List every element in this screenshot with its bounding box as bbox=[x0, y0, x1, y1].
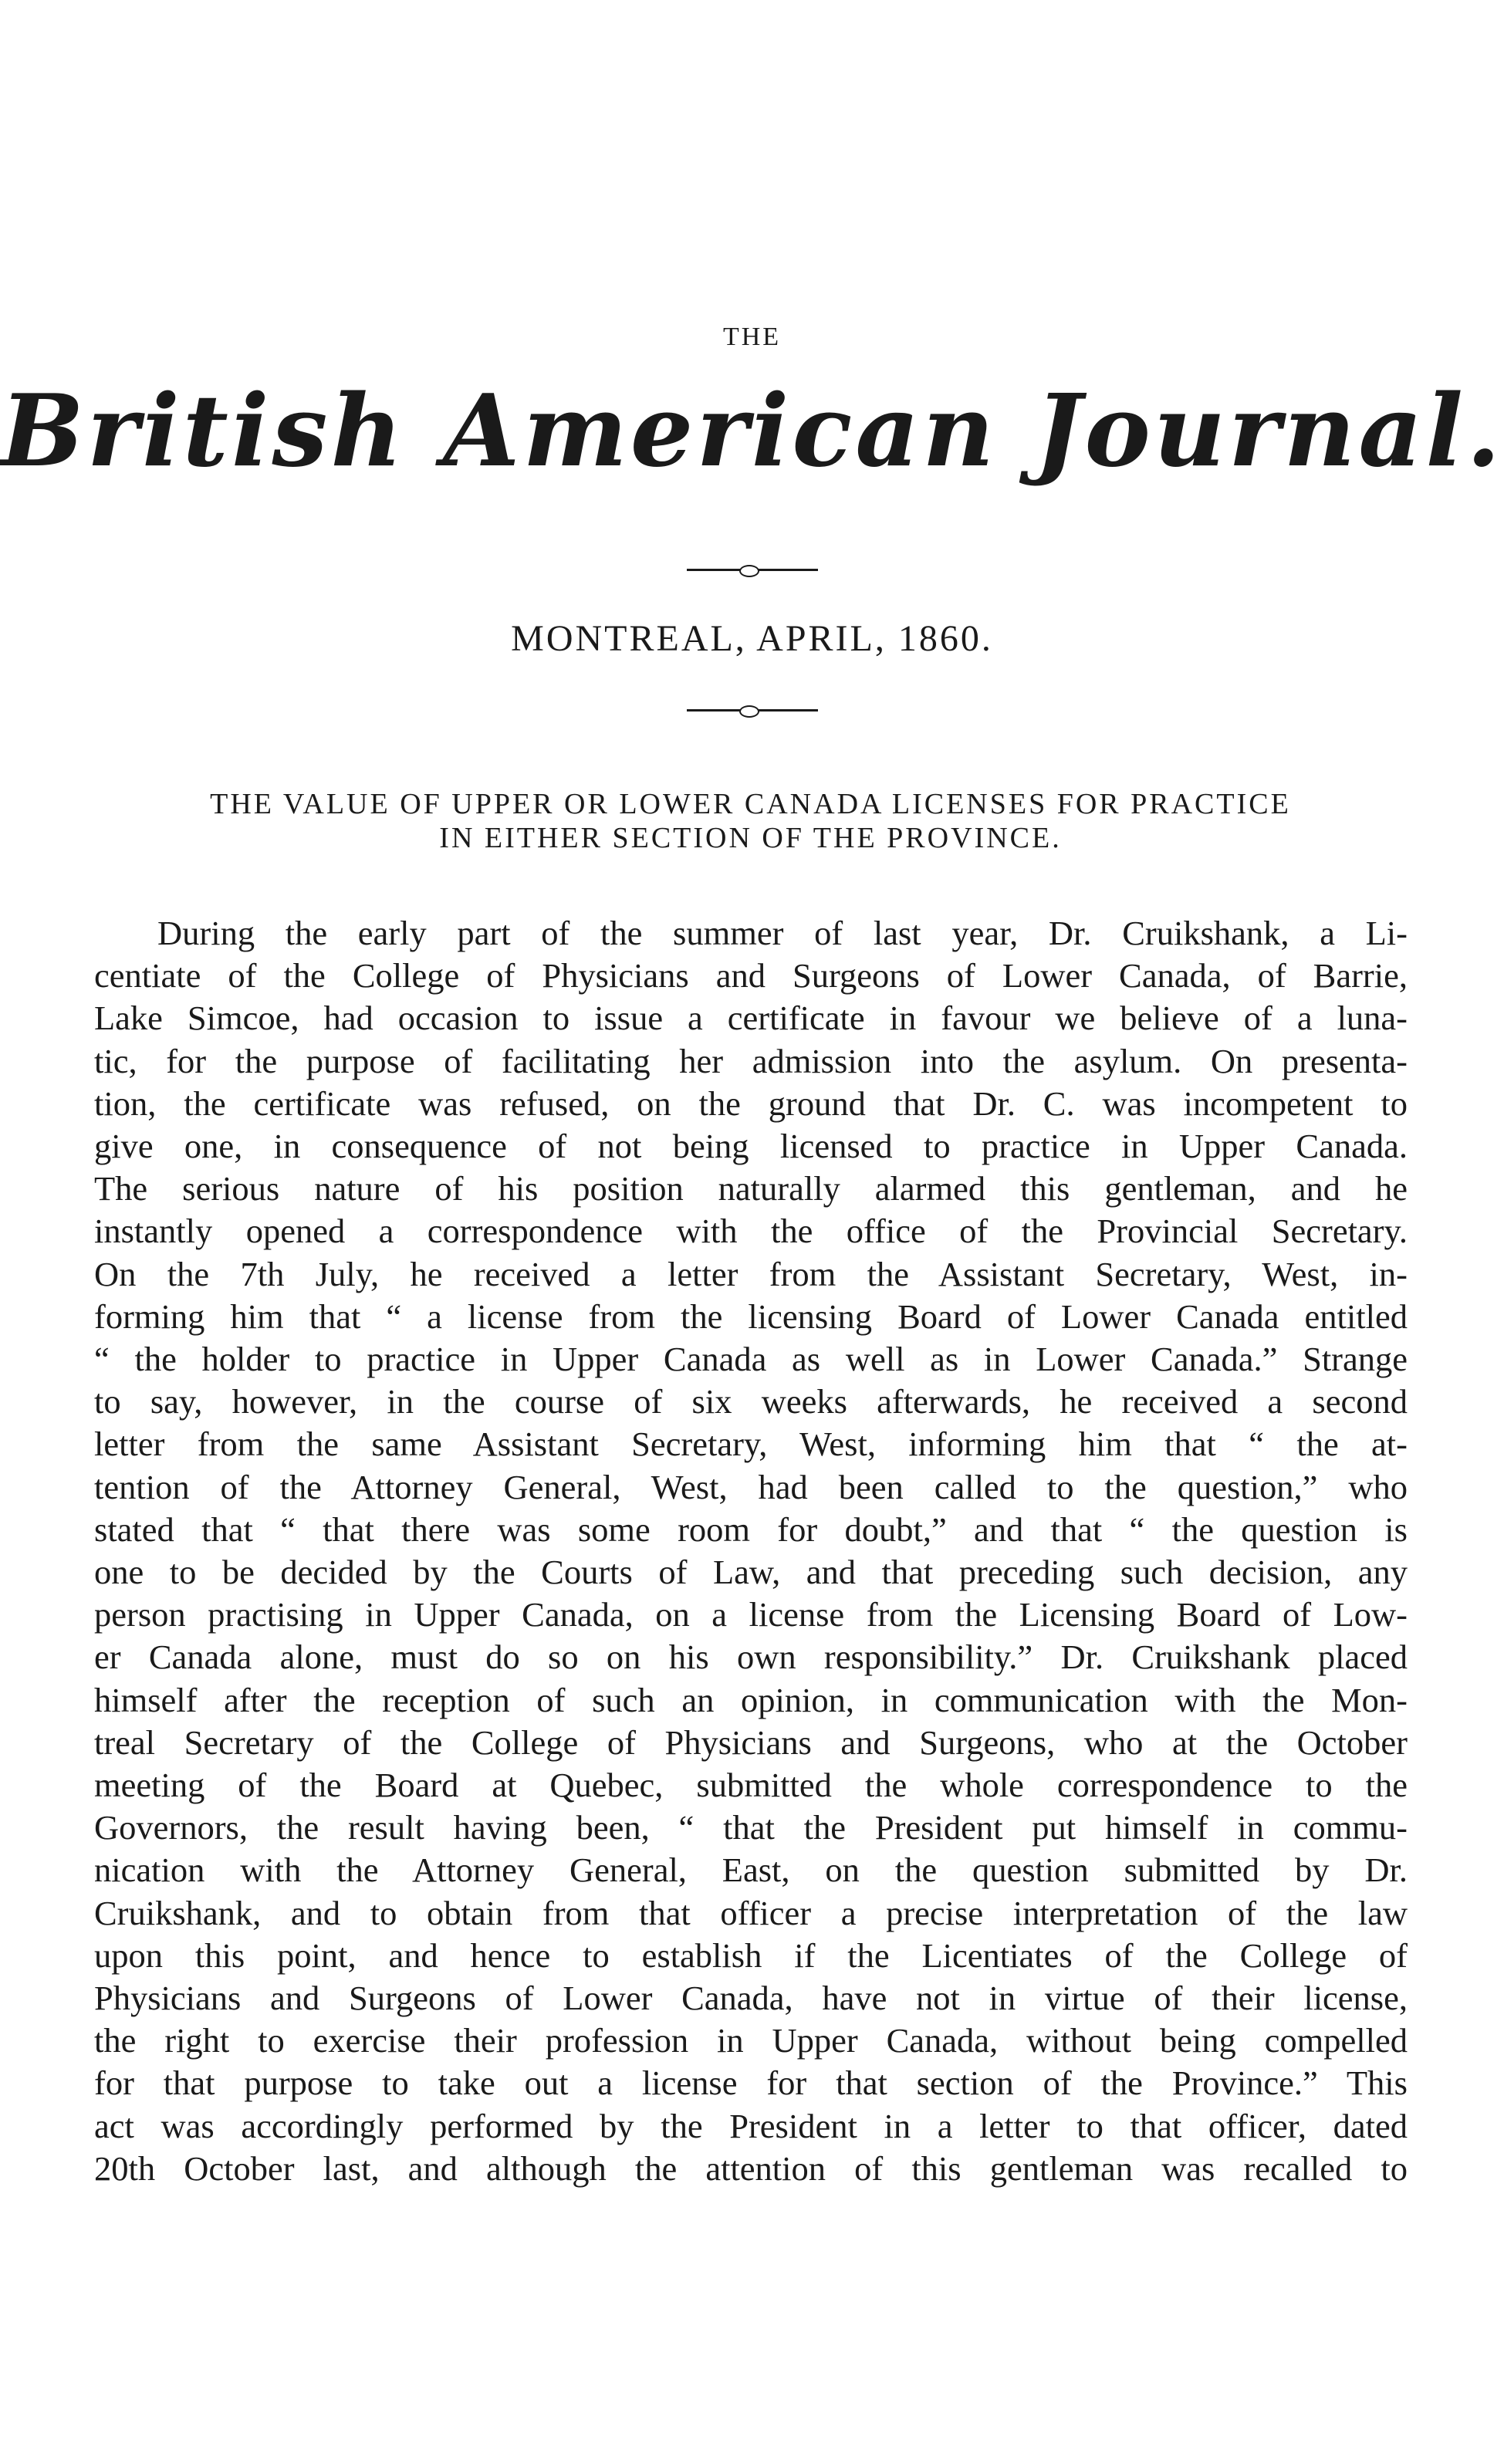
body-line: Lake Simcoe, had occasion to issue a certificate in favour we believe of a luna- bbox=[94, 999, 1408, 1038]
body-line: instantly opened a correspondence with the office of the Provincial Secretary. bbox=[94, 1212, 1408, 1251]
body-line: act was accordingly performed by the President in a letter to that officer, dated bbox=[94, 2106, 1408, 2145]
body-line: The serious nature of his position naturally alarmed this gentleman, and he bbox=[94, 1169, 1408, 1208]
article-heading bbox=[93, 787, 1408, 855]
article-heading-line: IN EITHER SECTION OF THE PROVINCE. bbox=[439, 822, 1062, 854]
article-heading-line: THE VALUE OF UPPER OR LOWER CANADA LICENSES FOR PRACTICE bbox=[210, 788, 1291, 820]
body-line: give one, in consequence of not being licensed to practice in Upper Canada. bbox=[94, 1127, 1408, 1166]
body-line: tion, the certificate was refused, on the ground that Dr. C. was incompetent to bbox=[94, 1083, 1408, 1123]
body-line: nication with the Attorney General, East, on the question submitted by Dr. bbox=[94, 1851, 1408, 1890]
ornamental-rule bbox=[687, 564, 818, 575]
body-line: forming him that “ a license from the licensing Board of Lower Canada entitled bbox=[94, 1296, 1408, 1336]
body-line: Cruikshank, and to obtain from that officer a precise interpretation of the law bbox=[94, 1893, 1408, 1932]
body-line: person practising in Upper Canada, on a license from the Licensing Board of Low- bbox=[94, 1595, 1408, 1634]
body-line: On the 7th July, he received a letter from the Assistant Secretary, West, in- bbox=[94, 1254, 1408, 1293]
ornamental-rule bbox=[687, 705, 818, 715]
journal-masthead: British American Journal. bbox=[0, 373, 1504, 489]
body-line: tention of the Attorney General, West, had been called to the question,” who bbox=[94, 1467, 1408, 1506]
body-line: meeting of the Board at Quebec, submitted the whole correspondence to the bbox=[94, 1766, 1408, 1805]
body-line: letter from the same Assistant Secretary, West, informing him that “ the at- bbox=[94, 1425, 1408, 1464]
body-line: “ the holder to practice in Upper Canada as well as in Lower Canada.” Strange bbox=[94, 1340, 1408, 1379]
body-line: tic, for the purpose of facilitating her admission into the asylum. On presenta- bbox=[94, 1041, 1408, 1080]
masthead-article: THE bbox=[722, 323, 782, 351]
body-line: the right to exercise their profession in Upper Canada, without being compelled bbox=[94, 2021, 1408, 2060]
article-body bbox=[94, 912, 1408, 2190]
body-line: 20th October last, and although the attention of this gentleman was recalled to bbox=[94, 2148, 1408, 2188]
body-line: er Canada alone, must do so on his own responsibility.” Dr. Cruikshank placed bbox=[94, 1638, 1408, 1677]
body-line: Governors, the result having been, “ that the President put himself in commu- bbox=[94, 1808, 1408, 1847]
body-line: for that purpose to take out a license for that section of the Province.” This bbox=[94, 2063, 1408, 2103]
body-line: centiate of the College of Physicians and Surgeons of Lower Canada, of Barrie, bbox=[94, 956, 1408, 995]
body-line: himself after the reception of such an opinion, in communication with the Mon- bbox=[94, 1680, 1408, 1719]
body-line: stated that “ that there was some room for doubt,” and that “ the question is bbox=[94, 1509, 1408, 1549]
body-line: one to be decided by the Courts of Law, and that preceding such decision, any bbox=[94, 1553, 1408, 1592]
body-line: During the early part of the summer of last year, Dr. Cruikshank, a Li- bbox=[157, 914, 1408, 952]
dateline: MONTREAL, APRIL, 1860. bbox=[511, 618, 993, 659]
body-line: to say, however, in the course of six weeks afterwards, he received a second bbox=[94, 1382, 1408, 1421]
body-line: treal Secretary of the College of Physicians and Surgeons, who at the October bbox=[94, 1722, 1408, 1762]
body-line: upon this point, and hence to establish if the Licentiates of the College of bbox=[94, 1935, 1408, 1975]
body-line: Physicians and Surgeons of Lower Canada, have not in virtue of their license, bbox=[94, 1979, 1408, 2018]
